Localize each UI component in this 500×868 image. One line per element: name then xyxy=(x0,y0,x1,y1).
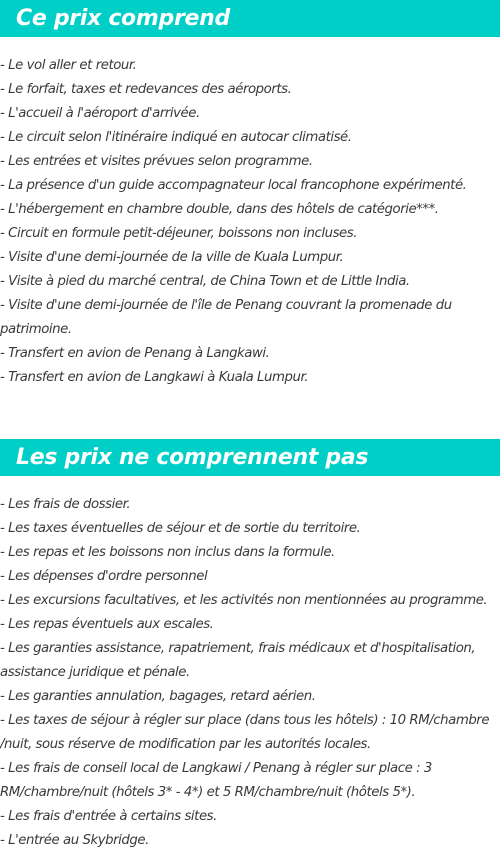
excluded-list-item: - L'entrée au Skybridge. xyxy=(0,833,149,848)
included-list-item: - Visite d'une demi-journée de l'île de Penang couvrant la promenade du patrimoine. xyxy=(0,298,452,337)
included-list-item: - Circuit en formule petit-déjeuner, boissons non incluses. xyxy=(0,226,358,241)
excluded-list-item: - Les frais d'entrée à certains sites. xyxy=(0,809,217,824)
included-list-item: - Visite à pied du marché central, de China Town et de Little India. xyxy=(0,274,410,289)
included-list-item: - Le circuit selon l'itinéraire indiqué en autocar climatisé. xyxy=(0,130,352,145)
included-list-item: - Le vol aller et retour. xyxy=(0,58,137,73)
excluded-list-item: - Les repas éventuels aux escales. xyxy=(0,617,214,632)
included-list-item: - Le forfait, taxes et redevances des aéroports. xyxy=(0,82,292,97)
included-list-item: - Les entrées et visites prévues selon programme. xyxy=(0,154,313,169)
excluded-list-item: - Les taxes de séjour à régler sur place (dans tous les hôtels) : 10 RM/chambre /nuit, sous réserve de modification par les autorités locales. xyxy=(0,713,490,752)
excluded-list-item: - Les dépenses d'ordre personnel xyxy=(0,569,208,584)
section-title-included: Ce prix comprend xyxy=(0,0,500,37)
included-list-item: - Transfert en avion de Langkawi à Kuala Lumpur. xyxy=(0,370,309,385)
included-list-item: - L'hébergement en chambre double, dans des hôtels de catégorie***. xyxy=(0,202,439,217)
excluded-list-item: - Les frais de dossier. xyxy=(0,497,131,512)
included-list-item: - L'accueil à l'aéroport d'arrivée. xyxy=(0,106,200,121)
section-title-excluded: Les prix ne comprennent pas xyxy=(0,439,500,476)
included-list xyxy=(0,54,500,390)
included-list-item: - Visite d'une demi-journée de la ville de Kuala Lumpur. xyxy=(0,250,344,265)
excluded-list xyxy=(0,493,500,853)
included-list-item: - Transfert en avion de Penang à Langkawi. xyxy=(0,346,270,361)
excluded-list-item: - Les garanties annulation, bagages, retard aérien. xyxy=(0,689,316,704)
excluded-list-item: - Les excursions facultatives, et les activités non mentionnées au programme. xyxy=(0,593,488,608)
excluded-list-item: - Les taxes éventuelles de séjour et de sortie du territoire. xyxy=(0,521,361,536)
excluded-list-item: - Les garanties assistance, rapatriement, frais médicaux et d'hospitalisation, assistance juridique et pénale. xyxy=(0,641,476,680)
included-list-item: - La présence d'un guide accompagnateur local francophone expérimenté. xyxy=(0,178,467,193)
excluded-list-item: - Les repas et les boissons non inclus dans la formule. xyxy=(0,545,335,560)
excluded-list-item: - Les frais de conseil local de Langkawi / Penang à régler sur place : 3 RM/chambre/nuit (hôtels 3* - 4*) et 5 RM/chambre/nuit (hôtels 5*). xyxy=(0,761,432,800)
